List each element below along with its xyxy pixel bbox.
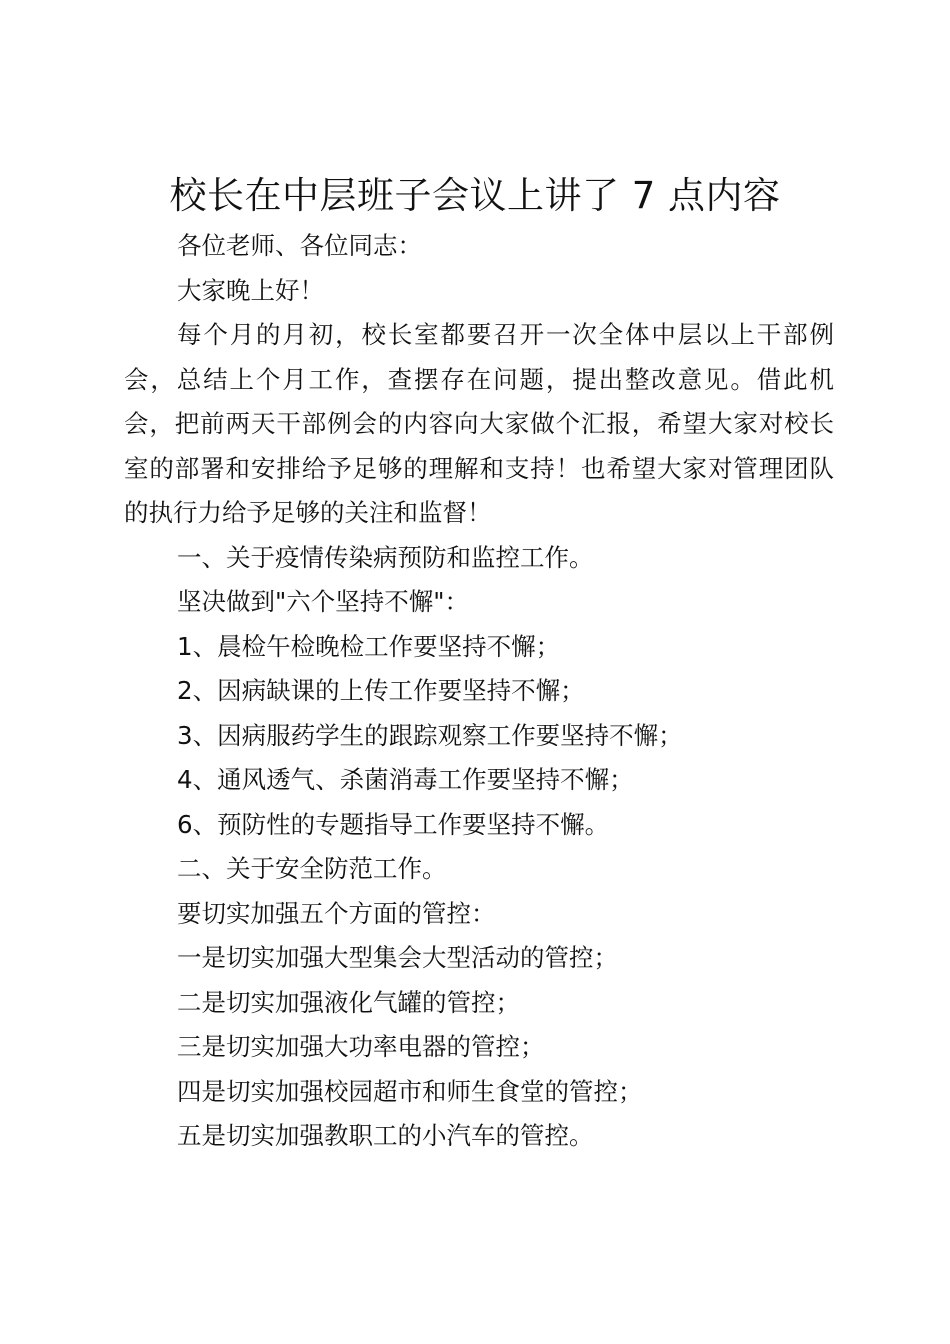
list-item: 三是切实加强大功率电器的管控； — [177, 1032, 545, 1061]
document-title: 校长在中层班子会议上讲了 7 点内容 — [169, 174, 781, 217]
epidemic-lead-paragraph: 坚决做到"六个坚持不懈"： — [177, 587, 470, 616]
list-item: 1、晨检午检晚检工作要坚持不懈； — [177, 631, 561, 661]
list-item: 2、因病缺课的上传工作要坚持不懈； — [177, 676, 585, 705]
document-body — [124, 224, 834, 1159]
section-heading-safety: 二、关于安全防范工作。 — [177, 854, 447, 883]
greeting-paragraph: 各位老师、各位同志： — [177, 231, 422, 260]
salutation-paragraph: 大家晚上好！ — [177, 275, 324, 305]
list-item: 4、通风透气、杀菌消毒工作要坚持不懈； — [177, 765, 634, 794]
list-item: 6、预防性的专题指导工作要坚持不懈。 — [177, 809, 610, 839]
list-item: 一是切实加强大型集会大型活动的管控； — [177, 943, 618, 972]
list-item: 二是切实加强液化气罐的管控； — [177, 987, 520, 1017]
list-item: 3、因病服药学生的跟踪观察工作要坚持不懈； — [177, 720, 683, 750]
list-item: 四是切实加强校园超市和师生食堂的管控； — [177, 1076, 643, 1106]
intro-paragraph: 每个月的月初，校长室都要召开一次全体中层以上干部例会，总结上个月工作，查摆存在问题，提出整改意见。借此机会，把前两天干部例会的内容向大家做个汇报，希望大家对校长室的部署和安排给予足够的理解和支持！也希望大家对管理团队的执行力给予足够的关注和监督！ — [124, 320, 834, 527]
safety-lead-paragraph: 要切实加强五个方面的管控： — [177, 898, 496, 928]
list-item: 五是切实加强教职工的小汽车的管控。 — [177, 1121, 594, 1150]
section-heading-epidemic: 一、关于疫情传染病预防和监控工作。 — [177, 542, 594, 572]
